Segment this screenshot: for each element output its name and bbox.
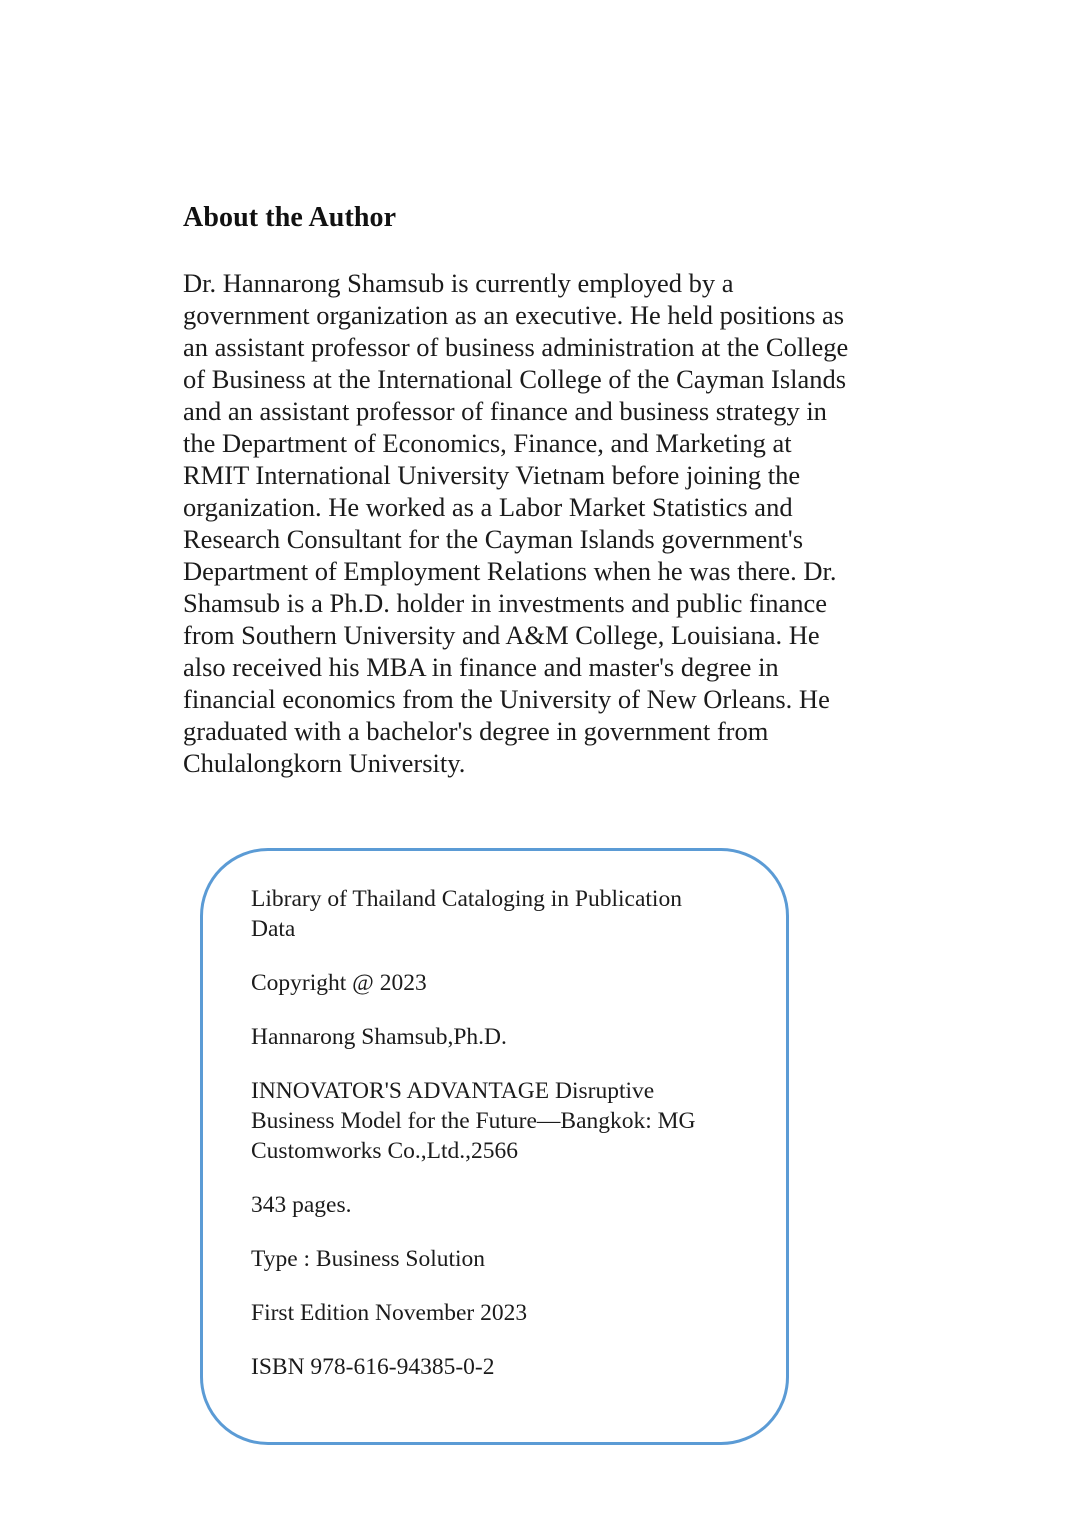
author-biography-paragraph: Dr. Hannarong Shamsub is currently employed by a government organization as an executive. He held positions as an assistant professor of business administration at the College of Business at the International College of the Cayman Islands and an assistant professor of finance and business strategy in the Department of Economics, Finance, and Marketing at RMIT International University Vietnam before joining the organization. He worked as a Labor Market Statistics and Research Consultant for the Cayman Islands government's Department of Employment Relations when he was there. Dr. Shamsub is a Ph.D. holder in investments and public finance from Southern University and A&M College, Louisiana. He also received his MBA in finance and master's degree in financial economics from the University of New Orleans. He graduated with a bachelor's degree in government from Chulalongkorn University. xyxy=(183,267,855,778)
catalog-entry-page-count: 343 pages. xyxy=(251,1192,352,1218)
catalog-entry-isbn: ISBN 978-616-94385-0-2 xyxy=(251,1354,495,1380)
catalog-entry-title-imprint: INNOVATOR'S ADVANTAGE Disruptive Business Model for the Future—Bangkok: MG Customworks Co.,Ltd.,2566 xyxy=(251,1078,702,1164)
catalog-entry-author: Hannarong Shamsub,Ph.D. xyxy=(251,1024,507,1050)
catalog-entry-edition: First Edition November 2023 xyxy=(251,1300,528,1326)
page-title: About the Author xyxy=(183,201,397,233)
catalog-entry-copyright: Copyright @ 2023 xyxy=(251,970,427,996)
cataloging-entries-list xyxy=(251,884,721,1382)
catalog-entry-cataloging-data: Library of Thailand Cataloging in Publication Data xyxy=(251,886,688,942)
cataloging-in-publication-box xyxy=(200,848,789,1445)
catalog-entry-type: Type : Business Solution xyxy=(251,1246,486,1272)
